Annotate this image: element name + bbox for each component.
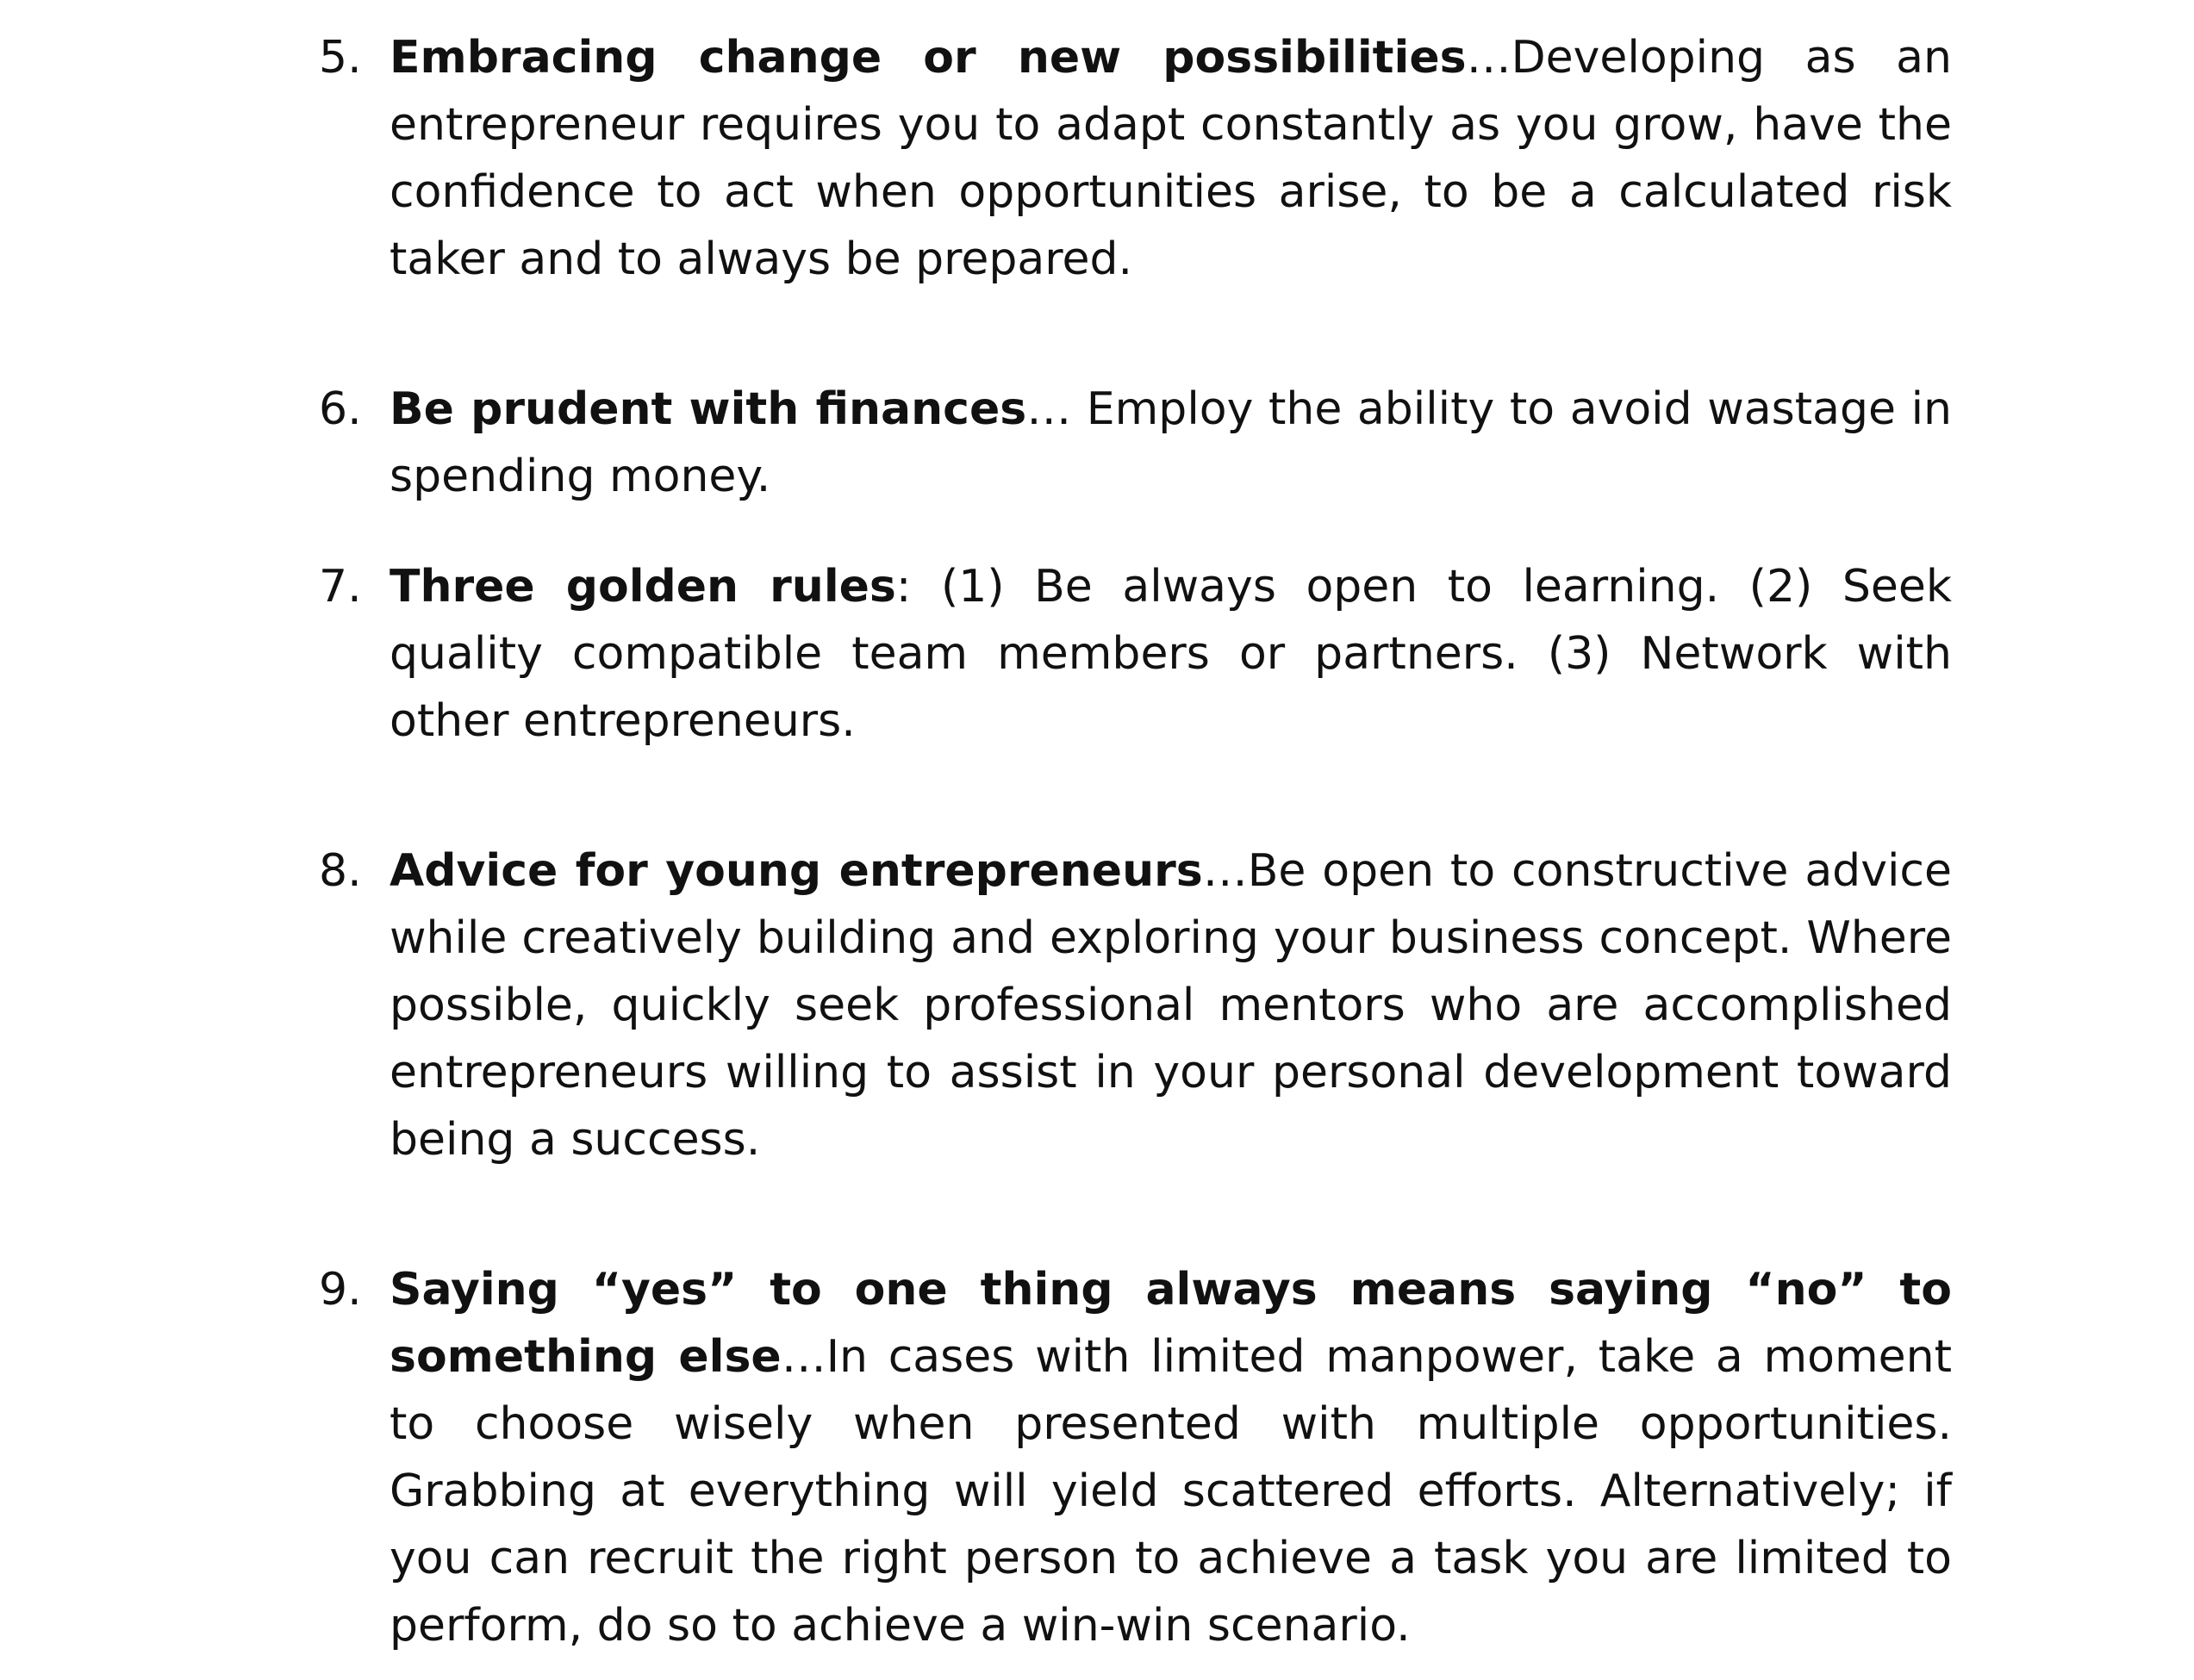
item-number: 5. [319,32,362,84]
item-body: Be open to constructive advice while creatively building and exploring your business concept. Where possible, quickly seek professional mentors who are accomplished entrepreneurs willing to assist in your personal development toward being a success. [390,845,1952,1166]
item-heading: Advice for young entrepreneurs [390,845,1203,897]
item-separator: : [895,561,912,613]
item-body: Developing as an entrepreneur requires you to adapt constantly as you grow, have the confidence to act when opportunities arise, to be a calculated risk taker and to always be prepared. [390,32,1952,285]
item-number: 6. [319,383,362,435]
list-item-7 [319,553,1952,755]
item-separator: … [1026,383,1072,435]
item-number: 9. [319,1264,362,1316]
item-heading: Saying “yes” to one thing always means saying “no” to something else [390,1264,1952,1383]
item-separator: … [781,1331,826,1383]
item-heading: Three golden rules [390,561,896,613]
list-item-6 [319,376,1952,510]
item-body: Employ the ability to avoid wastage in spending money. [390,383,1953,502]
item-number: 8. [319,845,362,897]
item-separator: … [1466,32,1511,84]
list-item-8 [319,837,1952,1173]
item-body: In cases with limited manpower, take a moment to choose wisely when presented with multiple opportunities. Grabbing at everything will yield scattered efforts. Alternatively; if you can recruit the right person to achieve a task you are limited to perform, do so to achieve a win-win scenario. [390,1331,1952,1652]
item-heading: Embracing change or new possibilities [390,32,1467,84]
item-separator: … [1202,845,1248,897]
item-number: 7. [319,561,362,613]
list-item-5 [319,24,1952,293]
item-heading: Be prudent with finances [390,383,1027,435]
item-body: (1) Be always open to learning. (2) Seek quality compatible team members or partners. (3) Network with other entrepreneurs. [390,561,1952,747]
list-item-9 [319,1256,1952,1659]
numbered-list [319,24,1952,1659]
